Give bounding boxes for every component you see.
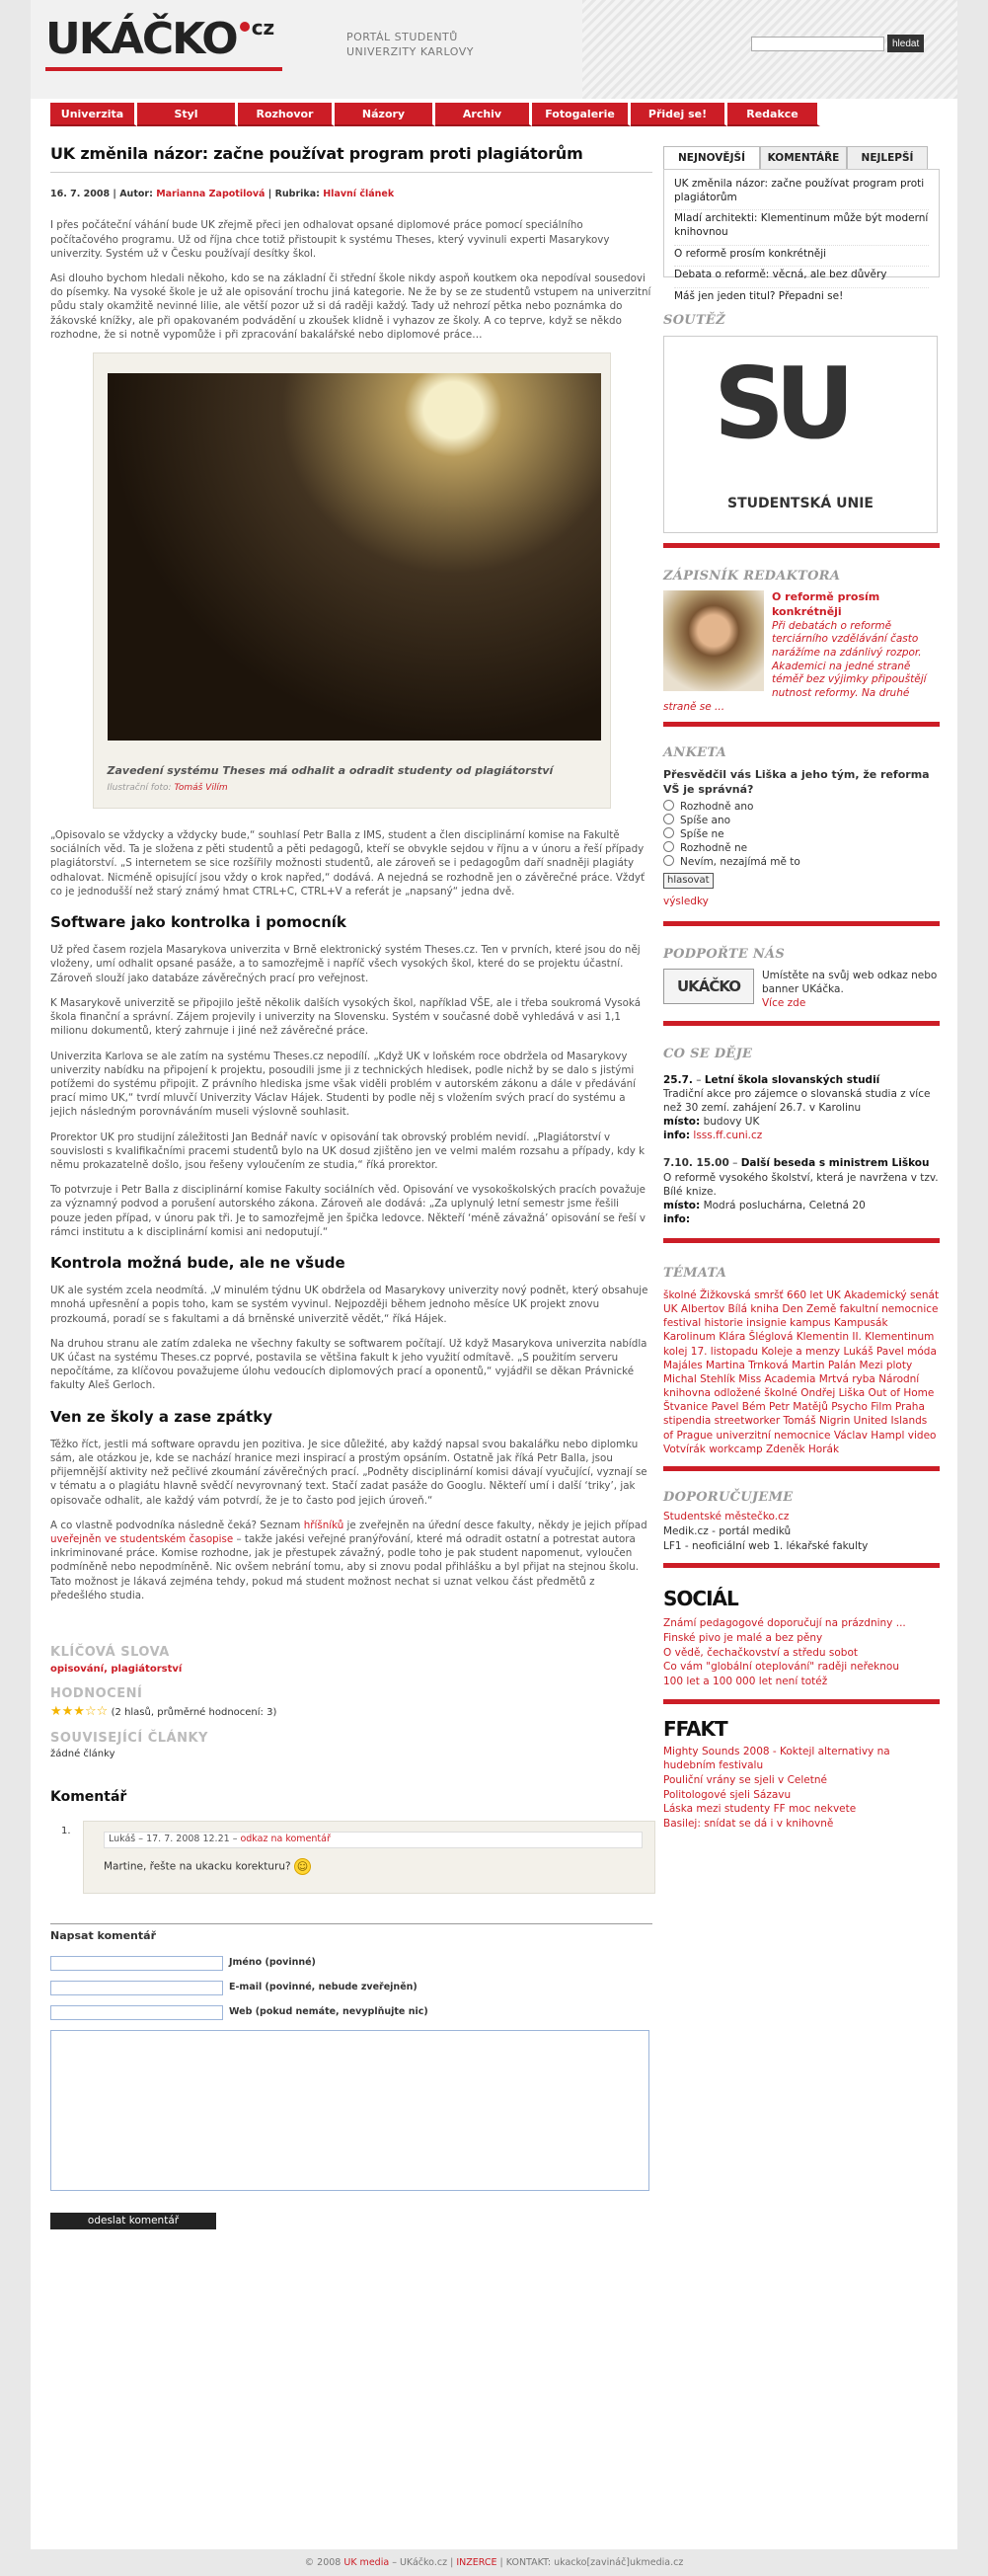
event-place: budovy UK (703, 1116, 760, 1129)
email-field[interactable] (50, 1981, 223, 1995)
article-figure (93, 352, 611, 809)
comment-box (83, 1821, 655, 1894)
events-section (663, 1046, 940, 1243)
support-section (663, 946, 940, 1027)
tab-best[interactable]: NEJLEPŠÍ (847, 146, 928, 169)
poll-radio[interactable] (663, 855, 674, 866)
divider (663, 1563, 940, 1568)
comment-textarea[interactable] (50, 2030, 649, 2191)
event-item: 7.10. 15.00 – Další beseda s ministrem Liškou O reformě vysokého školství, která je navržena v tzv. Bílé knize. místo: Modrá posluchárna, Celetná 20 info: (663, 1157, 939, 1226)
poll-heading: ANKETA (663, 745, 727, 761)
divider (663, 1021, 940, 1026)
tagline (346, 31, 474, 60)
tab-latest[interactable]: NEJNOVĚJŠÍ (663, 146, 760, 169)
vote-button[interactable]: hlasovat (663, 873, 714, 889)
nav-item-archiv[interactable]: Archiv (435, 103, 532, 126)
list-item[interactable]: Mladí architekti: Klementinum může být moderní knihovnou (674, 210, 929, 245)
article-photo (108, 373, 601, 741)
web-field[interactable] (50, 2005, 223, 2020)
related-section (50, 1730, 652, 1760)
footer-ads-link[interactable]: INZERCE (456, 2557, 497, 2568)
event-place-label: místo: (663, 1116, 701, 1129)
ffakt-link[interactable]: Pouliční vrány se sjeli v Celetné (663, 1773, 827, 1786)
poll-section (663, 744, 940, 925)
nav-item-pridej-se[interactable]: Přidej se! (631, 103, 727, 126)
keywords-links[interactable]: opisování, plagiátorství (50, 1663, 183, 1675)
topics-section (663, 1265, 940, 1471)
comment-date: 17. 7. 2008 12.21 (146, 1834, 230, 1845)
email-label: E-mail (povinné, nebude zveřejněn) (229, 1981, 418, 1992)
article-column (50, 143, 652, 2229)
footer-copyright: © 2008 (304, 2557, 342, 2568)
social-link[interactable]: Co vám "globální oteplování" raději neřeknou (663, 1661, 899, 1674)
notebook-entry (663, 590, 940, 714)
article-paragraph: To potvrzuje i Petr Balla z disciplinární komise Fakulty sociálních věd. Opisování ve vysokoškolských pracích považuje za významný podvod a porušení autorského zákona. Zároveň ale dodává: „Za uplynulý letní semestr jsme řešili pouze jeden případ, v únoru pak tři. Je to samozřejmě jen špička ledovce. Někteří ‘méně závažná’ opisování se řeší v rámci institutu a k disciplinární komisi ani nedoputují.“ (50, 1184, 646, 1238)
subheading: Kontrola možná bude, ale ne všude (50, 1253, 345, 1272)
recommend-link[interactable]: LF1 - neoficiální web 1. lékařské fakulty (663, 1539, 869, 1552)
event-title: Další beseda s ministrem Liškou (740, 1157, 930, 1170)
comment-header: Lukáš – 17. 7. 2008 12.21 – odkaz na komentář (104, 1832, 643, 1848)
ffakt-link[interactable]: Mighty Sounds 2008 - Koktejl alternativy na hudebním festivalu (663, 1745, 890, 1772)
keywords-section (50, 1644, 652, 1676)
logo-wordmark: UKÁČKO (45, 14, 237, 64)
search-input[interactable] (751, 37, 884, 51)
comment-form (50, 1923, 652, 2229)
rating-heading: HODNOCENÍ (50, 1686, 143, 1702)
article-date: 16. 7. 2008 (50, 188, 111, 199)
credit-label: Ilustrační foto: (107, 782, 172, 793)
article-title: UK změnila názor: začne používat program proti plagiátorům (50, 143, 652, 173)
notebook-section (663, 568, 940, 728)
event-date: 25.7. (663, 1073, 693, 1086)
figure-credit (108, 782, 596, 794)
header (31, 0, 957, 99)
studentska-unie-banner[interactable] (663, 336, 938, 533)
list-item[interactable]: O reformě prosím konkrétněji (674, 246, 929, 268)
recommend-link[interactable]: Medik.cz - portál mediků (663, 1525, 792, 1538)
keywords-heading: KLÍČOVÁ SLOVA (50, 1645, 170, 1661)
name-field[interactable] (50, 1956, 223, 1971)
comments-heading: Komentář (50, 1789, 127, 1806)
support-entry (663, 969, 940, 1011)
support-more-link[interactable]: Více zde (762, 997, 806, 1010)
list-item[interactable]: UK změnila názor: začne používat program proti plagiátorům (674, 176, 929, 210)
article-paragraph: Už před časem rozjela Masarykova univerzita v Brně elektronický systém Theses.cz. Ten v prvních, které jsou do něj vloženy, umí odhalit opsané pasáže, a to samozřejmě i napříč všech vysokých škol, které do se projektu účastní. Zároveň slouží jako databáze závěrečných prací pro veřejnost. (50, 944, 641, 984)
support-banner[interactable]: UKÁČKO (663, 969, 754, 1004)
support-heading: PODPOŘTE NÁS (663, 946, 786, 962)
poll-radio[interactable] (663, 827, 674, 838)
social-link[interactable]: Finské pivo je malé a bez pěny (663, 1632, 823, 1645)
editor-photo (663, 590, 764, 691)
tab-comments[interactable]: KOMENTÁŘE (760, 146, 847, 169)
comment-permalink[interactable]: odkaz na komentář (240, 1834, 331, 1845)
footer-contact: | KONTAKT: ukacko[zavináč]ukmedia.cz (499, 2557, 684, 2568)
list-item[interactable]: Debata o reformě: věcná, ale bez důvěry (674, 267, 929, 288)
text-fragment: – takže jakési veřejné pranýřování, které má odradit ostatní a potrestat autora inkriminované práce. Komise rozhodne, jak je přestupek závažný, podle toho je pak student napomenut, vyloučen podmíněně nebo nepodmíněně. Nic ovšem nebrání tomu, aby si znovu podal přihlášku a byl přijat na stejnou školu. Tato možnost je lákavá zejména tehdy, pokud má student možnost nechat si uznat velkou část předmětů z předešlého studia. (50, 1533, 640, 1601)
ffakt-link[interactable]: Basilej: snídat se dá i v knihovně (663, 1817, 834, 1830)
divider (663, 1466, 940, 1471)
poll-option: Rozhodně ne (680, 842, 748, 855)
smiley-icon: ☺ (294, 1858, 311, 1875)
figure-caption: Zavedení systému Theses má odhalit a odradit studenty od plagiátorství (107, 764, 554, 778)
events-heading: CO SE DĚJE (663, 1047, 753, 1062)
poll-radio[interactable] (663, 800, 674, 811)
article-paragraph: K Masarykově univerzitě se připojilo ještě několik dalších vysokých škol, například VŠE, ale i třeba soukromá Vysoká škola finanční a správní. Zájem projevily i univerzity na Slovensku. Systém v současné době vyhledává v asi 1,1 milionu dokumentů, který zahrnuje i jiné než závěrečné práce. (50, 996, 642, 1038)
divider (663, 722, 940, 727)
recommend-link[interactable]: Studentské městečko.cz (663, 1511, 790, 1523)
ffakt-link[interactable]: Láska mezi studenty FF moc nekvete (663, 1803, 857, 1816)
sinners-link[interactable]: hříšníků (303, 1519, 344, 1531)
event-item: 25.7. – Letní škola slovanských studií Tradiční akce pro zájemce o slovanská studia z více než 30 zemí. zahájení 26.7. v Karolinu místo: budovy UK info: lsss.ff.cuni.cz (663, 1073, 940, 1143)
article-paragraph: Univerzita Karlova se ale zatím na systému Theses.cz nepodílí. „Když UK v loňském roce obdržela od Masarykovy univerzity nabídku na připojení k projektu, posoudili jsme ji z technických hledisek, podle nichž by se dalo s jistými potížemi do systému připojit. Z právního hlediska jsme však viděli problém v autorském zákonu a dále v předávání prací mimo UK,“ tvrdí mluvčí Univerzity Václav Hájek. Studenti by podle něj s vložením svých prací do systému a jejich následným porovnáváním museli výslovně souhlasit. (50, 1050, 637, 1119)
divider (663, 1238, 940, 1243)
divider (663, 543, 940, 548)
rating-text: (2 hlasů, průměrné hodnocení: 3) (111, 1706, 277, 1718)
web-label: Web (pokud nemáte, nevyplňujte nic) (229, 2005, 428, 2017)
poll-option: Spíše ne (680, 827, 724, 840)
poll-option: Nevím, nezajímá mě to (680, 856, 800, 869)
comment-text: Martine, řešte na ukacku korekturu? (104, 1860, 291, 1873)
notebook-excerpt: Při debatách o reformě terciárního vzdělávání často narážíme na zdánlivý rozpor. Akademici na jedné straně téměř bez výjimky připouštějí nutnost reformy. Na druhé straně se ... (663, 619, 927, 713)
event-info-label: info: (663, 1130, 691, 1142)
poll-question: Přesvědčil vás Liška a jeho tým, že reforma VŠ je správná? (663, 767, 930, 796)
related-heading: SOUVISEJÍCÍ ČLÁNKY (50, 1731, 208, 1747)
sidebar (663, 146, 940, 1831)
rating-section (50, 1685, 652, 1720)
comment-number: 1. (61, 1826, 71, 1837)
search-button[interactable]: hledat (887, 35, 924, 52)
su-name: STUDENTSKÁ UNIE (727, 495, 874, 511)
event-title: Letní škola slovanských studií (704, 1073, 880, 1086)
nav-item-styl[interactable]: Styl (137, 103, 238, 126)
article-paragraph: Asi dlouho bychom hledali někoho, kdo se na základní či střední škole nikdy aspoň koutkem oka nepodíval sousedovi do písemky. Na vysoké škole je už ale opisování trochu jiná kategorie. Ne že by se ze studentů vstupem na univerzitní půdu staly okamžitě nevinné lilie, ale větší pozor už si dá raději každý. Tady už nehrozí pětka nebo poznámka do žákovské knížky, ale při opakovaném podvádění u zkoušek klidně i vyhazov ze školy. A co teprve, když se někdo rozhodne, že si notně vypomůže i při zpracování bakalářské nebo diplomové práce… (50, 273, 651, 341)
social-link[interactable]: 100 let a 100 000 let není totéž (663, 1675, 828, 1687)
divider (663, 921, 940, 926)
article-lead: I přes počáteční váhání bude UK zřejmě přeci jen odhalovat opsané diplomové práce pomocí speciálního počítačového programu. Už od října chce totiž přistoupit k systému Theses, který vyvinuli experti Masarykovy univerzity. Systém už v Česku používají desítky škol. (50, 219, 610, 260)
article-paragraph: Těžko říct, jestli má software opravdu jen pozitiva. Je sice důležité, aby každý napsal svou bakalářku nebo diplomku sám, ale otázkou je, kde se nachází hranice mezi inspirací a prostým opsáním. Ostatně jak říká Petr Balla, jsou přijemnější aktivity než pečlivé zkoumání závěrečných prací. „Podněty disciplinární komisi dávají vyučující, vyznají se v tématu a o plagiátu hlavně svědčí nevyrovnaný text. Stačí zadat pasáže do Googlu. Někteří umí i další ‘triky’, jak opisovače odhalit, ale každý vám potvrdí, že je to často pod jejich úroveň.“ (50, 1438, 647, 1507)
credit-link[interactable]: Tomáš Vilím (174, 782, 228, 793)
recommend-section (663, 1489, 940, 1568)
logo-dot (240, 22, 250, 32)
tag-cloud[interactable]: školné Žižkovská smršť 660 let UK Akademický senát UK Albertov Bílá kniha Den Země fakultní nemocnice festival historie insignie kampus Kampusák Karolinum Klára Šléglová Klementin II. Klementinum kolej 17. listopadu Koleje a menzy Lukáš Pavel móda Majáles Martina Trnková Martin Palán Mezi ploty Michal Stehlík Miss Academia Mrtvá ryba Národní knihovna odložené školné Ondřej Liška Out of Home Štvanice Pavel Bém Petr Matějů Psycho Film Praha stipendia streetworker Tomáš Nigrin United Islands of Prague univerzitní nemocnice Václav Hampl video Votvírák workcamp Zdeněk Horák (663, 1288, 940, 1455)
nav-item-rozhovor[interactable]: Rozhovor (238, 103, 335, 126)
logo-underline (45, 67, 282, 71)
latest-list (663, 169, 940, 302)
comment-author: Lukáš (109, 1834, 136, 1845)
related-text: žádné články (50, 1748, 115, 1759)
comment-item (50, 1821, 652, 1894)
social-link[interactable]: Známí pedagogové doporučují na prázdniny ... (663, 1617, 906, 1630)
text-fragment: A co vlastně podvodníka následně čeká? Seznam (50, 1519, 304, 1531)
article-paragraph: „Opisovalo se vždycky a vždycky bude,“ souhlasí Petr Balla z IMS, student a člen disciplinární komise na Fakultě sociálních věd. Ta je složena z pěti studentů a pěti pedagogů, kteří se obvykle sejdou v říjnu a v únoru a řeší případy plagiátorství. „S internetem se sice rozšířily možnosti studentů, ale zároveň se i pedagogům daří snadněji plagiáty odhalovat. Nicméně opisující jsou vždy o krok napřed,“ dodává. A nejedná se rozhodně jen o závěrečné práce. Vždyť co je jednodušší než starý známý hmat CTRL+C, CTRL+V a referát je „napsaný“ jedna dvě. (50, 829, 646, 898)
nav-item-redakce[interactable]: Redakce (727, 103, 820, 126)
ffakt-section (663, 1716, 940, 1832)
main-nav (50, 103, 840, 126)
notebook-title-link[interactable]: O reformě prosím konkrétněji (772, 590, 880, 618)
site-logo[interactable] (45, 14, 275, 77)
event-date: 7.10. 15.00 (663, 1157, 729, 1170)
latest-tabs (663, 146, 940, 169)
poll-results-link[interactable]: výsledky (663, 895, 709, 907)
contest-section (663, 312, 940, 548)
support-text: Umístěte na svůj web odkaz nebo banner UKáčka. (762, 970, 938, 996)
su-logo: SU (714, 345, 846, 461)
topics-heading: TÉMATA (663, 1266, 727, 1282)
rubric-label: Rubrika: (274, 188, 320, 199)
poll-radio[interactable] (663, 814, 674, 824)
name-label: Jméno (povinné) (229, 1956, 316, 1968)
nav-item-univerzita[interactable]: Univerzita (50, 103, 137, 126)
event-text: O reformě vysokého školství, která je navržena v tzv. Bílé knize. (663, 1171, 939, 1198)
recommend-heading: DOPORUČUJEME (663, 1489, 794, 1505)
logo-suffix: cz (251, 16, 275, 39)
comment-body (104, 1858, 643, 1875)
form-heading: Napsat komentář (50, 1928, 156, 1942)
subheading: Software jako kontrolka i pomocník (50, 913, 346, 932)
footer-site: – UKáčko.cz | (392, 2557, 454, 2568)
nav-item-fotogalerie[interactable]: Fotogalerie (532, 103, 631, 126)
poll-radio[interactable] (663, 841, 674, 852)
notebook-heading: ZÁPISNÍK REDAKTORA (663, 568, 841, 584)
event-info-link[interactable]: lsss.ff.cuni.cz (693, 1130, 763, 1142)
comments-section (50, 1788, 652, 1894)
text-fragment: je zveřejněn na úřední desce fakulty, někdy je jejich případ (343, 1519, 647, 1531)
event-place-label: místo: (663, 1199, 701, 1211)
tagline-line-1: PORTÁL STUDENTŮ (346, 31, 458, 43)
article-meta: 16. 7. 2008 | Autor: Marianna Zapotilová | Rubrika: Hlavní článek (50, 188, 395, 199)
social-link[interactable]: O vědě, čechačkovství a středu sobot (663, 1646, 859, 1659)
page (31, 0, 957, 2549)
article-paragraph: Prorektor UK pro studijní záležitosti Jan Bednář navíc v opisování tak obrovský problém nevidí. „Plagiátorství v souvislosti s kvalifikačními pracemi studentů bylo na UK dosud zjištěno jen ve velmi malém rozsahu a případy, kdy k němu prokazatelně došlo, jsou řešeny vyloučením ze studia,“ říká prorektor. (50, 1131, 646, 1171)
poll-option: Rozhodně ano (680, 800, 754, 813)
article-paragraph: Na druhou stranu ale zatím zdaleka ne všechny fakulty se softwarem počítají. Už když Masarykova univerzita nabídla UK účast na systému Theses.cz poprvé, postavila se většina fakult k jeho využití odmítavě. „S použitím serveru nepočítáme, za klíčovou považujeme úlohu vedoucích diplomových prací a oponentů,“ vyjádřil se děkan Právnické fakulty Aleš Gerloch. (50, 1337, 647, 1392)
social-logo[interactable]: SOCIÁL (663, 1587, 738, 1611)
social-section (663, 1586, 940, 1703)
rubric-link[interactable]: Hlavní článek (323, 188, 395, 199)
submit-comment-button[interactable]: odeslat komentář (50, 2213, 216, 2229)
event-place: Modrá posluchárna, Celetná 20 (703, 1199, 866, 1211)
footer (0, 2549, 988, 2576)
event-info-label: info: (663, 1213, 691, 1226)
ffakt-link[interactable]: Politologové sjeli Sázavu (663, 1788, 792, 1801)
article-paragraph (50, 1519, 652, 1602)
nav-item-nazory[interactable]: Názory (335, 103, 435, 126)
poll-option: Spíše ano (680, 814, 731, 826)
star-rating[interactable]: ★★★☆☆ (50, 1703, 109, 1719)
contest-heading: SOUTĚŽ (663, 313, 725, 328)
article-paragraph: UK ale systém zcela neodmítá. „V minulém týdnu UK obdržela od Masarykovy univerzity nový podnět, který obsahuje mnohá upřesnění a popis toho, kam se systém vyvinul. Nejpozději během jednoho měsíce UK projekt znovu prozkoumá, poradí se s fakultami a dá brněnské univerzitě vědět,“ říká Hájek. (50, 1285, 648, 1325)
event-text: Tradiční akce pro zájemce o slovanská studia z více než 30 zemí. zahájení 26.7. v Karolinu (663, 1087, 931, 1114)
tagline-line-2: UNIVERZITY KARLOVY (346, 44, 474, 58)
magazine-link[interactable]: uveřejněn ve studentském časopise (50, 1533, 234, 1546)
author-label: Autor: (119, 188, 153, 199)
author-link[interactable]: Marianna Zapotilová (156, 188, 266, 199)
ffakt-logo[interactable]: FFAKT (663, 1716, 727, 1741)
list-item[interactable]: Máš jen jeden titul? Přepadni se! (674, 289, 844, 302)
subheading: Ven ze školy a zase zpátky (50, 1407, 272, 1426)
divider (663, 1699, 940, 1704)
footer-brand-link[interactable]: UK media (343, 2557, 390, 2568)
